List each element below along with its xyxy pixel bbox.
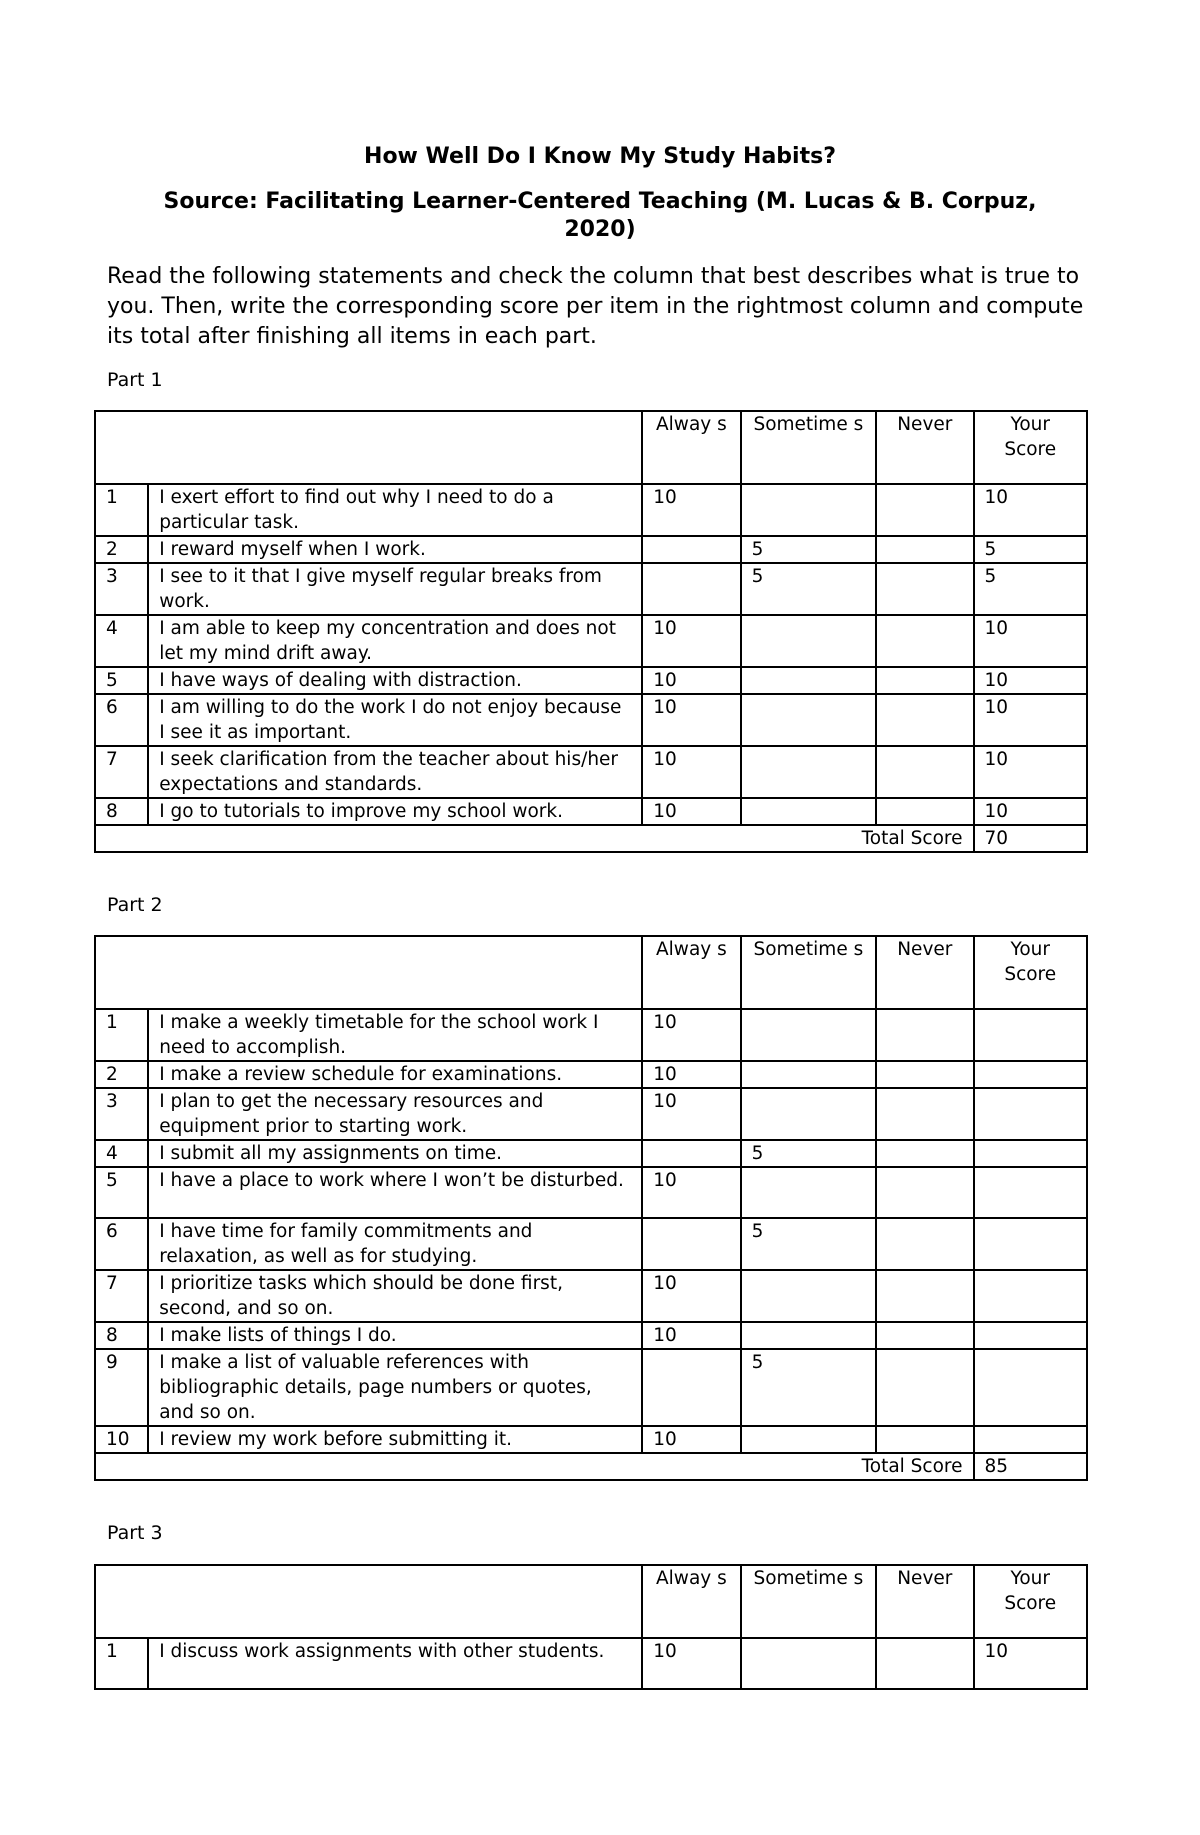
table-row: [95, 1140, 1087, 1167]
sometimes-cell: [741, 746, 877, 798]
score-cell: 10: [974, 694, 1088, 746]
item-number: 4: [95, 615, 148, 667]
header-blank-cell: [95, 936, 642, 1009]
item-statement: I see to it that I give myself regular breaks from work.: [148, 563, 642, 615]
header-never: Never: [876, 1565, 973, 1638]
table-row: [95, 484, 1087, 536]
document-source: Source: Facilitating Learner-Centered Teaching (M. Lucas & B. Corpuz, 2020): [163, 189, 1037, 242]
sometimes-cell: [741, 1061, 877, 1088]
always-cell: [642, 1349, 740, 1426]
always-cell: 10: [642, 1426, 740, 1453]
header-your-score: Your Score: [974, 411, 1088, 484]
never-cell: [876, 1270, 973, 1322]
score-cell: 10: [974, 615, 1088, 667]
score-cell: 10: [974, 484, 1088, 536]
header-sometimes: Sometime s: [741, 1565, 877, 1638]
always-cell: 10: [642, 1270, 740, 1322]
score-cell: [974, 1322, 1088, 1349]
item-number: 5: [95, 1167, 148, 1218]
sometimes-cell: [741, 694, 877, 746]
never-cell: [876, 1140, 973, 1167]
score-cell: 10: [974, 798, 1088, 825]
never-cell: [876, 798, 973, 825]
never-cell: [876, 1218, 973, 1270]
always-cell: 10: [642, 746, 740, 798]
item-statement: I make a review schedule for examinations.: [148, 1061, 642, 1088]
never-cell: [876, 1426, 973, 1453]
always-cell: 10: [642, 1167, 740, 1218]
table-row: [95, 1322, 1087, 1349]
table-row: [95, 746, 1087, 798]
never-cell: [876, 1349, 973, 1426]
total-row: [95, 825, 1087, 852]
header-sometimes: Sometime s: [741, 936, 877, 1009]
item-statement: I submit all my assignments on time.: [148, 1140, 642, 1167]
item-number: 1: [95, 1638, 148, 1689]
table-header-row: [95, 1565, 1087, 1638]
score-cell: 10: [974, 746, 1088, 798]
sometimes-cell: 5: [741, 563, 877, 615]
item-number: 2: [95, 1061, 148, 1088]
score-cell: [974, 1270, 1088, 1322]
never-cell: [876, 1638, 973, 1689]
item-number: 6: [95, 1218, 148, 1270]
table-row: [95, 563, 1087, 615]
part1-table: [94, 410, 1088, 853]
sometimes-cell: [741, 1322, 877, 1349]
table-header-row: [95, 936, 1087, 1009]
never-cell: [876, 1088, 973, 1140]
table-row: [95, 798, 1087, 825]
item-statement: I have ways of dealing with distraction.: [148, 667, 642, 694]
item-number: 4: [95, 1140, 148, 1167]
sometimes-cell: [741, 1088, 877, 1140]
never-cell: [876, 667, 973, 694]
item-statement: I exert effort to find out why I need to do a particular task.: [148, 484, 642, 536]
never-cell: [876, 615, 973, 667]
item-number: 8: [95, 798, 148, 825]
table-row: [95, 1270, 1087, 1322]
item-number: 2: [95, 536, 148, 563]
score-cell: [974, 1349, 1088, 1426]
never-cell: [876, 1061, 973, 1088]
item-number: 5: [95, 667, 148, 694]
document-title: How Well Do I Know My Study Habits?: [364, 144, 836, 169]
item-statement: I review my work before submitting it.: [148, 1426, 642, 1453]
always-cell: 10: [642, 1638, 740, 1689]
score-cell: [974, 1218, 1088, 1270]
sometimes-cell: [741, 1009, 877, 1061]
item-number: 7: [95, 746, 148, 798]
total-score-label: Total Score: [95, 825, 974, 852]
always-cell: 10: [642, 1322, 740, 1349]
score-cell: 10: [974, 1638, 1088, 1689]
always-cell: 10: [642, 484, 740, 536]
table-row: [95, 1426, 1087, 1453]
table-row: [95, 1088, 1087, 1140]
item-number: 10: [95, 1426, 148, 1453]
sometimes-cell: [741, 667, 877, 694]
total-score-label: Total Score: [95, 1453, 974, 1480]
always-cell: [642, 536, 740, 563]
part2-table: [94, 935, 1088, 1481]
item-number: 8: [95, 1322, 148, 1349]
always-cell: [642, 1218, 740, 1270]
score-cell: [974, 1140, 1088, 1167]
score-cell: 10: [974, 667, 1088, 694]
header-sometimes: Sometime s: [741, 411, 877, 484]
always-cell: 10: [642, 1088, 740, 1140]
always-cell: 10: [642, 1061, 740, 1088]
table-row: [95, 536, 1087, 563]
score-cell: [974, 1009, 1088, 1061]
part3-label: Part 3: [107, 1522, 163, 1544]
sometimes-cell: [741, 484, 877, 536]
table-header-row: [95, 411, 1087, 484]
instructions: Read the following statements and check the column that best describes what is true to you. Then, write the corresponding score per item in the rightmost column and compute its total after finishing all items in each part.: [107, 264, 1084, 349]
header-never: Never: [876, 411, 973, 484]
item-statement: I go to tutorials to improve my school work.: [148, 798, 642, 825]
item-number: 9: [95, 1349, 148, 1426]
always-cell: 10: [642, 615, 740, 667]
never-cell: [876, 484, 973, 536]
header-never: Never: [876, 936, 973, 1009]
never-cell: [876, 1322, 973, 1349]
table-row: [95, 1061, 1087, 1088]
score-cell: [974, 1426, 1088, 1453]
header-blank-cell: [95, 411, 642, 484]
item-number: 1: [95, 1009, 148, 1061]
always-cell: [642, 563, 740, 615]
sometimes-cell: [741, 1638, 877, 1689]
header-always: Alway s: [642, 411, 740, 484]
item-statement: I am able to keep my concentration and does not let my mind drift away.: [148, 615, 642, 667]
item-statement: I have time for family commitments and relaxation, as well as for studying.: [148, 1218, 642, 1270]
sometimes-cell: 5: [741, 1218, 877, 1270]
item-number: 3: [95, 1088, 148, 1140]
item-statement: I am willing to do the work I do not enjoy because I see it as important.: [148, 694, 642, 746]
sometimes-cell: [741, 615, 877, 667]
table-row: [95, 615, 1087, 667]
part1-label: Part 1: [107, 369, 163, 391]
sometimes-cell: [741, 798, 877, 825]
never-cell: [876, 1009, 973, 1061]
always-cell: 10: [642, 1009, 740, 1061]
never-cell: [876, 1167, 973, 1218]
table-row: [95, 1349, 1087, 1426]
total-score-value: 70: [974, 825, 1088, 852]
never-cell: [876, 746, 973, 798]
item-statement: I seek clarification from the teacher about his/her expectations and standards.: [148, 746, 642, 798]
sometimes-cell: [741, 1167, 877, 1218]
always-cell: 10: [642, 798, 740, 825]
part2-label: Part 2: [107, 894, 163, 916]
score-cell: 5: [974, 536, 1088, 563]
table-row: [95, 1167, 1087, 1218]
sometimes-cell: 5: [741, 1140, 877, 1167]
table-row: [95, 694, 1087, 746]
item-statement: I prioritize tasks which should be done first, second, and so on.: [148, 1270, 642, 1322]
never-cell: [876, 563, 973, 615]
item-statement: I plan to get the necessary resources and equipment prior to starting work.: [148, 1088, 642, 1140]
always-cell: 10: [642, 694, 740, 746]
sometimes-cell: 5: [741, 536, 877, 563]
table-row: [95, 667, 1087, 694]
never-cell: [876, 536, 973, 563]
sometimes-cell: [741, 1426, 877, 1453]
item-number: 6: [95, 694, 148, 746]
header-always: Alway s: [642, 936, 740, 1009]
header-your-score: Your Score: [974, 1565, 1088, 1638]
table-row: [95, 1638, 1087, 1689]
item-statement: I make a list of valuable references with bibliographic details, page numbers or quotes, and so on.: [148, 1349, 642, 1426]
table-row: [95, 1218, 1087, 1270]
never-cell: [876, 694, 973, 746]
item-statement: I discuss work assignments with other students.: [148, 1638, 642, 1689]
always-cell: 10: [642, 667, 740, 694]
sometimes-cell: 5: [741, 1349, 877, 1426]
part3-table: [94, 1564, 1088, 1690]
header-always: Alway s: [642, 1565, 740, 1638]
score-cell: [974, 1061, 1088, 1088]
score-cell: [974, 1088, 1088, 1140]
header-your-score: Your Score: [974, 936, 1088, 1009]
score-cell: [974, 1167, 1088, 1218]
table-row: [95, 1009, 1087, 1061]
item-statement: I make a weekly timetable for the school work I need to accomplish.: [148, 1009, 642, 1061]
header-blank-cell: [95, 1565, 642, 1638]
item-statement: I reward myself when I work.: [148, 536, 642, 563]
score-cell: 5: [974, 563, 1088, 615]
sometimes-cell: [741, 1270, 877, 1322]
item-statement: I make lists of things I do.: [148, 1322, 642, 1349]
item-statement: I have a place to work where I won’t be disturbed.: [148, 1167, 642, 1218]
item-number: 1: [95, 484, 148, 536]
total-row: [95, 1453, 1087, 1480]
total-score-value: 85: [974, 1453, 1088, 1480]
item-number: 7: [95, 1270, 148, 1322]
item-number: 3: [95, 563, 148, 615]
always-cell: [642, 1140, 740, 1167]
